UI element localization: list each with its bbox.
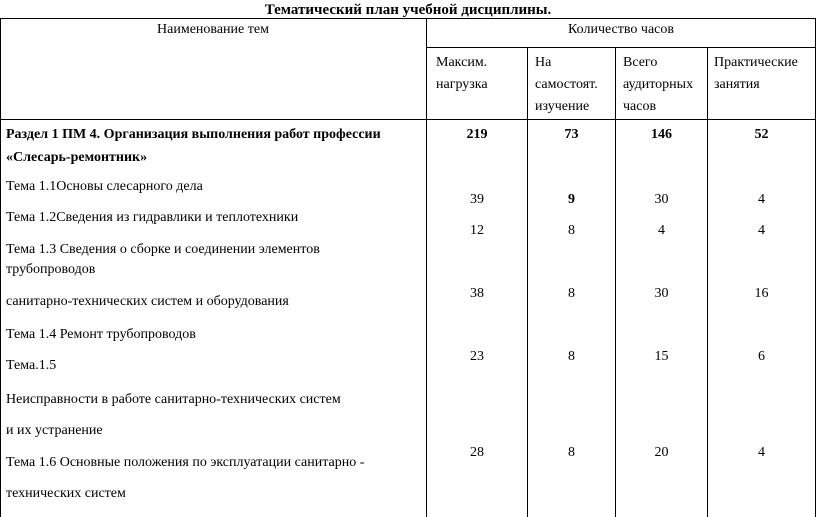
section-practical: 52 <box>754 127 769 142</box>
topic-text-line: Тема.1.5 <box>6 358 57 373</box>
row-1-practical: 4 <box>758 192 765 207</box>
topic-text-line: трубопроводов <box>6 262 96 277</box>
row-1-classroom-hours: 30 <box>654 192 669 207</box>
section-max-load: 219 <box>466 127 488 142</box>
row-1-max-load: 39 <box>470 192 484 207</box>
row-5-max-load: 28 <box>470 445 484 460</box>
header-hours: Количество часов <box>568 22 674 37</box>
row-1-self-study: 9 <box>568 192 575 207</box>
topic-text-line: Тема 1.6 Основные положения по эксплуатации санитарно - <box>6 455 365 470</box>
topic-text-line: санитарно-технических систем и оборудования <box>6 294 289 309</box>
row-3-max-load: 38 <box>470 286 484 301</box>
row-2-self-study: 8 <box>568 223 575 238</box>
section-self-study: 73 <box>564 127 579 142</box>
header-self-study: На самостоят. изучение <box>535 55 598 114</box>
subheader-divider <box>426 47 816 48</box>
header-practical: Практические занятия <box>714 55 798 92</box>
topic-text-line: Тема 1.1Основы слесарного дела <box>6 179 203 194</box>
header-max-load: Максим. нагрузка <box>436 55 488 92</box>
section-title: Раздел 1 ПМ 4. Организация выполнения работ профессии «Слесарь-ремонтник» <box>6 127 381 165</box>
row-3-practical: 16 <box>754 286 769 301</box>
row-3-self-study: 8 <box>568 286 575 301</box>
header-bottom-border <box>0 119 816 120</box>
row-2-classroom-hours: 4 <box>658 223 665 238</box>
row-3-classroom-hours: 30 <box>654 286 669 301</box>
row-5-classroom-hours: 20 <box>654 445 669 460</box>
row-2-max-load: 12 <box>470 223 484 238</box>
topic-text-line: технических систем <box>6 486 126 501</box>
topic-text-line: и их устранение <box>6 423 103 438</box>
row-2-practical: 4 <box>758 223 765 238</box>
topic-text-line: Тема 1.2Сведения из гидравлики и теплотехники <box>6 210 299 225</box>
row-4-practical: 6 <box>758 349 765 364</box>
row-4-self-study: 8 <box>568 349 575 364</box>
header-topic-name: Наименование тем <box>157 22 269 37</box>
row-5-practical: 4 <box>758 445 765 460</box>
topic-text-line: Тема 1.4 Ремонт трубопроводов <box>6 327 196 342</box>
table-left-border <box>0 18 1 517</box>
row-4-max-load: 23 <box>470 349 484 364</box>
section-classroom-hours: 146 <box>651 127 672 142</box>
topic-text-line: Неисправности в работе санитарно-технических систем <box>6 392 341 407</box>
row-4-classroom-hours: 15 <box>654 349 669 364</box>
row-5-self-study: 8 <box>568 445 575 460</box>
document-title: Тематический план учебной дисциплины. <box>264 2 552 18</box>
topic-text-line: Тема 1.3 Сведения о сборке и соединении элементов <box>6 242 320 257</box>
header-classroom-hours: Всего аудиторных часов <box>623 55 694 114</box>
